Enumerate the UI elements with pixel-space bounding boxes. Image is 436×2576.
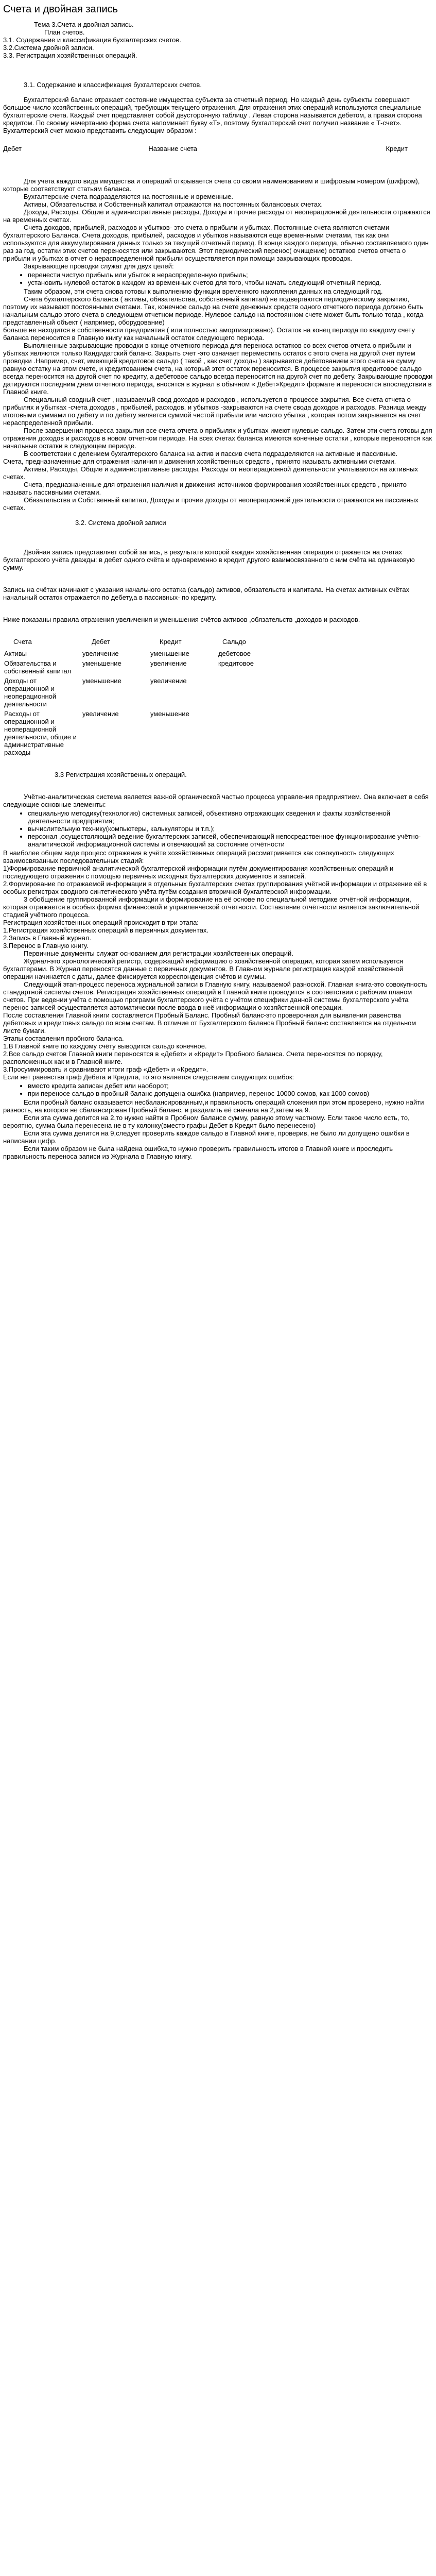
table-header: Дебет xyxy=(92,638,110,646)
paragraph: Если эта сумма делится на 9,следует проверить каждое сальдо в Главной книге, проверив, не было ли допущено ошибки в написании цифр. xyxy=(3,1129,410,1145)
paragraph: 2.Все сальдо счетов Главной книги переносятся в «Дебет» и «Кредит» Пробного баланса. Счета переносятся по порядку, расположенных как и в Главной книге. xyxy=(3,1050,383,1065)
paragraph: Бухгалтерские счета подразделяются на постоянные и временные. xyxy=(24,193,234,200)
paragraph: Если эта сумма делится на 2,то нужно найти в Пробном балансе сумму, равную этому частному. Если такое число есть, то, вероятно, сумма была перенесена не в ту колонку(вместо графы Дебет в Кредит было перенесено) xyxy=(3,1114,410,1129)
list-item: • специальную методику(технологию) системных записей, объективно отражающих сведения и факты хозяйственной деятельности предприятия; xyxy=(28,809,433,825)
section-3-3-title: 3.3 Регистрация хозяйственных операций. xyxy=(55,771,187,778)
paragraph: 3.Просуммировать и сравнивают итоги граф «Дебет» и «Кредит». xyxy=(3,1065,208,1073)
paragraph: Первичные документы служат основанием для регистрации хозяйственных операций. xyxy=(24,950,293,957)
section-3-2-title: 3.2. Система двойной записи xyxy=(75,519,166,527)
paragraph: 1.В Главной книге по каждому счёту выводится сальдо конечное. xyxy=(3,1042,207,1050)
table-cell: увеличение xyxy=(82,710,119,718)
paragraph: Следующий этап-процесс переноса журнальной записи в Главную книгу, называемой разноской. Главная книга-это совокупность стандартной системы счетов. Регистрация хозяйственных операций в Главной книге проводится в соответствии с рабочим планом счетов. При ведении учёта с помощью программ бухгалтерского учёта с учётом специфики данной системы бухгалтерского учёта перенос записей осуществляется автоматически после ввода в неё информации о хозяйственной операции. xyxy=(3,980,428,1011)
t-account-credit: Кредит xyxy=(386,145,408,152)
paragraph: 1)Формирование первичной аналитической бухгалтерской информации путём документирования хозяйственных операций и последующего отражения с помощью первичных исходных бухгалтерских документов и записей. xyxy=(3,865,394,880)
paragraph: В соответствии с делением бухгалтерского баланса на актив и пассив счета подразделяются на активные и пассивные. xyxy=(24,450,398,457)
list-item: • персонал ,осуществляющий ведение бухгалтерских записей, обеспечивающий непосредственное функционирование учётно-аналитической информационной системы и отвечающий за состояние отчётности xyxy=(28,833,433,848)
debit-credit-rules-table xyxy=(3,638,291,756)
table-cell: кредитовое xyxy=(218,659,254,667)
table-cell: увеличение xyxy=(150,677,187,685)
errors-list xyxy=(18,1082,433,1097)
list-item: • установить нулевой остаток в каждом из временных счетов для того, чтобы начать следующий отчетный период. xyxy=(28,279,433,286)
paragraph: После составления Главной книги составляется Пробный Баланс. Пробный баланс-это проверочная для выявления равенства дебетовых и кредитовых сальдо по всем счетам. В отличие от Бухгалтерского баланса Пробный баланс составляется на отдельном листе бумаги. xyxy=(3,1011,416,1035)
table-header: Счета xyxy=(13,638,32,646)
page-title: Счета и двойная запись xyxy=(3,4,118,15)
paragraph: Этапы составления пробного баланса. xyxy=(3,1035,124,1042)
step: 1.Регистрация хозяйственных операций в первичных документах. xyxy=(3,926,209,934)
paragraph: Активы, Обязательства и Собственный капитал отражаются на постоянных балансовых счетах. xyxy=(24,200,323,208)
paragraph: Выполненные закрывающие проводки в конце отчетного периода для переноса остатков со всех счетов отчета о прибыли и убытках являются только Кандидатский баланс. Закрыть счет -это означает переместить остаток с этого счета на другой счет путем проводки .Например, счет, имеющий кредитовое сальдо ( такой , как счет доходы ) закрывается дебетованием этого счета на сумму равную остатку на этом счете, и кредитованием счета, на который этот остаток переносится. В процессе закрытия кредитовое сальдо всегда переносится на другой счет по кредиту, а дебетовое сальдо всегда переносится на другой счет по дебету. Закрывающие проводки датируются последним днем отчетного периода, вносятся в журнал в обычном « Дебет»Кредит» формате и переносятся впоследствии в Главной книге. xyxy=(3,342,433,396)
paragraph: больше не находится в собственности предприятия ( или полностью амортизировано). Остаток на конец периода по каждому счету баланса переносится в Главную книгу как начальный остаток следующего периода. xyxy=(3,326,415,342)
toc-item-3: 3.3. Регистрация хозяйственных операций. xyxy=(3,52,137,59)
table-row xyxy=(3,710,291,756)
table-row xyxy=(3,650,291,657)
list-item: • при переносе сальдо в пробный баланс допущена ошибка (например, перенос 10000 сомов, как 1000 сомов) xyxy=(28,1090,433,1097)
paragraph: Если нет равенства граф Дебета и Кредита, то это является следствием следующих ошибок: xyxy=(3,1073,294,1081)
paragraph: Закрывающие проводки служат для двух целей: xyxy=(24,262,174,270)
t-account-debit: Дебет xyxy=(3,145,22,152)
t-account-name: Название счета xyxy=(148,145,198,152)
table-cell: уменьшение xyxy=(150,650,189,657)
table-cell: Обязательства и собственный капитал xyxy=(4,659,72,675)
paragraph: Счета бухгалтерского баланса ( активы, обязательства, собственный капитал) не подвергаются периодическому закрытию, поэтому их называют постоянными счетами. Так, конечное сальдо на счете денежных средств одного отчетного периода должно быть начальным сальдо этого счета в следующем отчетном периоде. Нулевое сальдо на постоянном счете может быть только тогда , когда представленный объект ( например, оборудование) xyxy=(3,295,424,326)
toc-item-1: 3.1. Содержание и классификация бухгалтерских счетов. xyxy=(3,36,181,44)
paragraph: Запись на счётах начинают с указания начального остатка (сальдо) активов, обязательств и капитала. На счетах активных счётах начальный остаток отражается по дебету,а в пассивных- по кредиту. xyxy=(3,586,410,601)
paragraph: После завершения процесса закрытия все счета отчета о прибылях и убытках имеют нулевые сальдо. Затем эти счета готовы для отражения доходов и расходов в новом отчетном периоде. На всех счетах баланса имеются конечные остатки , которые переносятся как начальные остатки в следующем периоде. xyxy=(3,427,432,450)
system-elements-list xyxy=(18,809,433,848)
table-cell: дебетовое xyxy=(218,650,251,657)
paragraph: Счета, предназначенные для отражения наличия и движения хозяйственных средств , принято называть активными счетами. xyxy=(3,457,396,465)
list-item: • вместо кредита записан дебет или наоборот; xyxy=(28,1082,433,1090)
paragraph: Если пробный баланс оказывается несбалансированным,и правильность операций сложения при этом проверено, нужно найти разность, на которое не сбалансирован Пробный баланс, и разделить её сначала на 2,затем на 9. xyxy=(3,1098,424,1114)
paragraph: Активы, Расходы, Общие и административные расходы, Расходы от неоперационной деятельности учитываются на активных счетах. xyxy=(3,465,418,481)
table-row xyxy=(3,659,291,675)
paragraph: 2.Формирование по отражаемой информации в отдельных бухгалтерских счетах группирования учётной информации и отражение её в особых регистрах сводного синтетического учёта путём создания вторичной бухгалтерской информации. xyxy=(3,880,427,895)
table-header: Кредит xyxy=(160,638,182,646)
paragraph: Обязательства и Собственный капитал, Доходы и прочие доходы от неоперационной деятельности отражаются на пассивных счетах. xyxy=(3,496,418,512)
paragraph: Двойная запись представляет собой запись, в результате которой каждая хозяйственная операция отражается на счетах бухгалтерского учёта дважды: в дебет одного счёта и одновременно в кредит другого взаимосвязанного с ним счёта на одинаковую сумму. xyxy=(3,548,415,571)
paragraph: Счета, предназначенные для отражения наличия и движения источников формирования хозяйственных средств , принято называть пассивными счетами. xyxy=(3,481,407,496)
table-row xyxy=(3,677,291,708)
toc-item-2: 3.2.Система двойной записи. xyxy=(3,44,94,52)
toc-heading: Тема 3.Счета и двойная запись. xyxy=(34,21,134,28)
toc-plan: План счетов. xyxy=(44,28,85,36)
table-header: Сальдо xyxy=(222,638,246,646)
paragraph: В наиболее общем виде процесс отражения в учёте хозяйственных операций рассматривается как совокупность следующих взаимосвязанных последовательных стадий: xyxy=(3,849,394,865)
paragraph: Бухгалтерский баланс отражает состояние имущества субъекта за отчетный период. Но каждый день субъекты совершают большое число хозяйственных операций, требующих текущего отражения. Для отражения этих операций используются специальные бухгалтерские счета. Каждый счет представляет собой двусторонную таблицу . Левая сторона называется дебетом, а правая сторона кредитом. По своему начертанию форма счета напоминает букву «Т», поэтому бухгалтерский счет получил название « Т-счет». Бухгалтерский счет можно представить следующим образом : xyxy=(3,96,422,134)
table-cell: уменьшение xyxy=(150,710,189,718)
paragraph: 3 обобщение группированной информации и формирование на её основе по специальной методике отчётной информации, которая отражается в особых формах финансовой и управленческой отчётности. Составление отчётности является заключительной стадией учётного процесса. xyxy=(3,895,420,919)
table-cell: уменьшение xyxy=(82,659,121,667)
table-cell: Расходы от операционной и неоперационной деятельности, общие и административные расходы xyxy=(4,710,77,756)
table-cell: увеличение xyxy=(82,650,119,657)
table-cell: Доходы от операционной и неоперационной деятельности xyxy=(4,677,57,708)
section-3-1-title: 3.1. Содержание и классификация бухгалтерских счетов. xyxy=(24,81,202,89)
table-cell: Активы xyxy=(4,650,27,657)
paragraph: Таким образом, эти счета снова готовы к выполнению функции временного накопления данных на следующий год. xyxy=(24,287,383,295)
paragraph: Счета доходов, прибылей, расходов и убытков- это счета о прибыли и убытках. Постоянные счета являются счетами бухгалтерского Баланса. Счета доходов, прибылей, расходов и убытков называются еще временными счетами, так как они используются для аккумулирования данных только за текущий отчетный период. В конце каждого периода, обычно составляемого один раз за год, остатки этих счетов переносятся или закрываются. Этот периодический перенос( очищение) остатков счетов отчета о прибыли и убытках в отчет о нераспределенной прибыли осуществляется при помощи закрывающих проводок. xyxy=(3,224,429,262)
list-item: • вычислительную технику(компьютеры, калькуляторы и т.п.); xyxy=(28,825,433,833)
paragraph: Доходы, Расходы, Общие и административные расходы, Доходы и прочие расходы от неоперационной деятельности отражаются на временных счетах. xyxy=(3,208,430,224)
table-cell: уменьшение xyxy=(82,677,121,685)
step: 2.Запись в Главный журнал. xyxy=(3,934,92,942)
paragraph: Для учета каждого вида имущества и операций открывается счета со своим наименованием и шифровым номером (шифром), которые соответствуют статьям баланса. xyxy=(3,177,420,193)
t-account-header xyxy=(3,145,428,152)
paragraph: Учётно-аналитическая система является важной органической частью процесса управления предприятием. Она включает в себя следующие основные элементы: xyxy=(3,793,429,808)
paragraph: Специальный сводный счет , называемый свод доходов и расходов , используется в процессе закрытия. Все счета отчета о прибылях и убытках -счета доходов , прибылей, расходов, и убытков -закрываются на счете свода доходов и расходов. Разница между итоговыми суммами по дебету и по дебету является суммой чистой прибыли или чистого убытка , которая потом закрывается на счет нераспределенной прибыли. xyxy=(3,396,427,427)
table-header-row xyxy=(3,638,291,646)
step: 3.Перенос в Главную книгу. xyxy=(3,942,89,950)
list-item: • перенести чистую прибыль или убыток в нераспределенную прибыль; xyxy=(28,271,433,279)
table-cell xyxy=(217,710,291,756)
closing-entries-list xyxy=(18,271,433,286)
paragraph: Регистрация хозяйственных операций происходит в три этапа: xyxy=(3,919,199,926)
paragraph: Ниже показаны правила отражения увеличения и уменьшения счётов активов ,обязательств ,доходов и расходов. xyxy=(3,616,360,623)
table-cell: увеличение xyxy=(150,659,187,667)
document xyxy=(0,0,436,1160)
table-cell xyxy=(217,677,291,708)
paragraph: Журнал-это хронологический регистр, содержащий информацию о хозяйственной операции, которая затем используется бухгалтерами. В Журнал переносятся данные с первичных документов. В Главном журнале регистрация каждой хозяйственной операции начинается с даты, далее фиксируется корреспонденция счётов и суммы. xyxy=(3,957,404,980)
paragraph: Если таким образом не была найдена ошибка,то нужно проверить правильность итогов в Главной книге и проследить правильность переноса записи из Журнала в Главную книгу. xyxy=(3,1145,393,1160)
